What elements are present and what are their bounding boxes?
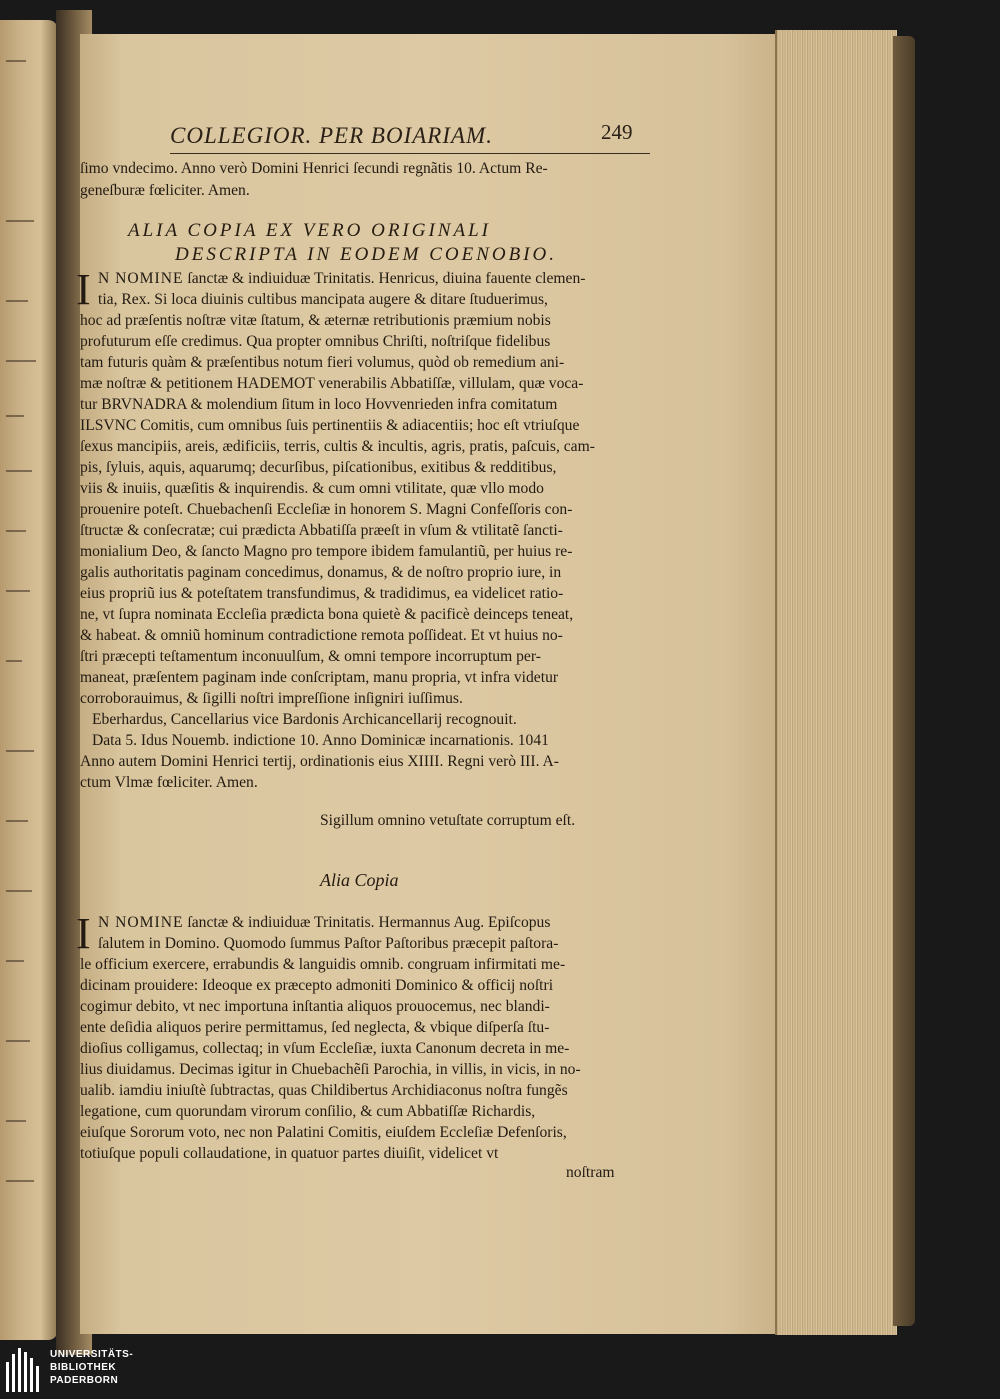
charter-1-line: monialium Deo, & ſancto Magno pro tempore ibidem famulantiũ, per huius re- xyxy=(80,543,573,560)
heading-1-line-1: ALIA COPIA EX VERO ORIGINALI xyxy=(128,220,491,241)
charter-2-first-line xyxy=(98,912,550,933)
charter-1-line: ſexus mancipiis, areis, ædificiis, terris, cultis & incultis, agris, pratis, paſcuis, cam- xyxy=(80,438,595,455)
book-cover-edge xyxy=(893,36,915,1326)
charter-2-first-line-rest: ſanctæ & indiuiduæ Trinitatis. Hermannus Aug. Epiſcopus xyxy=(183,914,551,931)
charter-2-line: cogimur debito, vt nec importuna inſtantia aliquos prouocemus, nec blandi- xyxy=(80,998,550,1015)
opening-line-1: ſimo vndecimo. Anno verò Domini Henrici ſecundi regnãtis 10. Actum Re- xyxy=(80,160,548,177)
charter-1-line: ne, vt ſupra nominata Eccleſia prædicta bona quietè & pacificè deinceps teneat, xyxy=(80,606,574,623)
charter-1-line: ſtri præcepti teſtamentum inconuulſum, & omni tempore incorruptum per- xyxy=(80,648,541,665)
charter-1-line: tur BRVNADRA & molendium ſitum in loco Hovvenrieden infra comitatum xyxy=(80,396,558,413)
charter-1-line: tam futuris quàm & præſentibus notum fieri volumus, quòd ob remedium ani- xyxy=(80,354,565,371)
charter-1-first-line-rest: ſanctæ & indiuiduæ Trinitatis. Henricus, diuina fauente clemen- xyxy=(183,270,586,287)
opening-line-2: geneſburæ fœliciter. Amen. xyxy=(80,182,250,199)
heading-2: Alia Copia xyxy=(320,870,399,890)
charter-1-line: prouenire poteſt. Chuebachenſi Eccleſiæ in honorem S. Magni Confeſſoris con- xyxy=(80,501,573,518)
charter-1-line: pis, ſyluis, aquis, aquarumq; decurſibus, piſcationibus, exitibus & redditibus, xyxy=(80,459,557,476)
logo-line-2: BIBLIOTHEK xyxy=(50,1362,117,1373)
charter-2-line: totiuſque populi collaudatione, in quatuor partes diuiſit, videlicet vt xyxy=(80,1145,499,1162)
charter-2-line: eiuſque Sororum voto, nec non Palatini Comitis, eiuſdem Eccleſiæ Defenſoris, xyxy=(80,1124,567,1141)
dropcap-1: I xyxy=(76,265,91,314)
charter-1-line: maneat, præſentem paginam inde conſcriptam, manu propria, vt infra videtur xyxy=(80,669,559,686)
charter-1-line: tia, Rex. Si loca diuinis cultibus mancipata augere & ditare ſtuduerimus, xyxy=(98,291,548,308)
charter-1-line: ctum Vlmæ fœliciter. Amen. xyxy=(80,774,258,791)
charter-1-line: viis & inuiis, quæſitis & inquirendis. & cum omni vtilitate, quæ vllo modo xyxy=(80,480,544,497)
charter-1-line: ILSVNC Comitis, cum omnibus ſuis pertinentiis & adiacentiis; hoc eſt vtriuſque xyxy=(80,417,580,434)
charter-2-line: lius diuidamus. Decimas igitur in Chuebachẽſi Parochia, in villis, in vicis, in no- xyxy=(80,1061,581,1078)
charter-1-line: mæ noſtræ & petitionem HADEMOT venerabilis Abbatiſſæ, villulam, quæ voca- xyxy=(80,375,584,392)
university-library-logo xyxy=(0,1340,140,1399)
charter-1-line: & habeat. & omniũ hominum contradictione remota poſſideat. Et vt huius no- xyxy=(80,627,563,644)
charter-1-recognition: Eberhardus, Cancellarius vice Bardonis Archicancellarij recognouit. xyxy=(92,711,517,728)
page-number: 249 xyxy=(601,120,633,144)
charter-1-line: profuturum eſſe credimus. Qua propter omnibus Chriſti, noſtriſque fidelibus xyxy=(80,333,551,350)
charter-2-line: dicinam prouidere: Ideoque ex præcepto admoniti Dominico & officij noſtri xyxy=(80,977,554,994)
catchword: noſtram xyxy=(566,1164,615,1181)
logo-bars-icon xyxy=(6,1348,40,1392)
charter-1-line: hoc ad præſentis noſtræ vitæ ſtatum, & æternæ retributionis præmium nobis xyxy=(80,312,551,329)
charter-1-line: Anno autem Domini Henrici tertij, ordinationis eius XIIII. Regni verò III. A- xyxy=(80,753,559,770)
left-page-edge xyxy=(0,20,58,1340)
charter-1-line: ſtructæ & conſecratæ; cui prædicta Abbatiſſa præeſt in vſum & vtilitatẽ ſancti- xyxy=(80,522,563,539)
charter-1-first-line xyxy=(98,268,585,289)
left-page-text-fragments xyxy=(6,60,54,1310)
seal-note: Sigillum omnino vetuſtate corruptum eſt. xyxy=(320,812,576,829)
charter-1-line: eius propriũ ius & poteſtatem transfundimus, & tradidimus, ea videlicet ratio- xyxy=(80,585,564,602)
dropcap-2: I xyxy=(76,909,91,958)
charter-1-dating: Data 5. Idus Nouemb. indictione 10. Anno Dominicæ incarnationis. 1041 xyxy=(92,732,549,749)
charter-1-line: corroborauimus, & ſigilli noſtri impreſſione inſigniri iuſſimus. xyxy=(80,690,463,707)
page-edges xyxy=(775,30,897,1335)
logo-text xyxy=(50,1348,133,1387)
logo-line-1: UNIVERSITÄTS- xyxy=(50,1349,134,1360)
charter-2-line: dioſius colligamus, collectaq; in vſum Eccleſiæ, iuxta Canonum decreta in me- xyxy=(80,1040,570,1057)
charter-2-line: ualib. iamdiu iniuſtè ſubtractas, quas Childibertus Archidiaconus noſtra fungẽs xyxy=(80,1082,568,1099)
charter-1-line: galis authoritatis paginam concedimus, donamus, & de noſtro proprio iure, in xyxy=(80,564,562,581)
charter-2-line: legatione, cum quorundam virorum conſilio, & cum Abbatiſſæ Richardis, xyxy=(80,1103,536,1120)
charter-1-incipit: N NOMINE xyxy=(98,270,184,287)
charter-2-line: ſalutem in Domino. Quomodo ſummus Paſtor Paſtoribus præcepit paſtora- xyxy=(98,935,559,952)
charter-2-incipit: N NOMINE xyxy=(98,914,184,931)
running-head: COLLEGIOR. PER BOIARIAM. xyxy=(170,122,650,154)
charter-2-line: ente deſidia aliquos perire permittamus, ſed neglecta, & vbique diſperſa ſtu- xyxy=(80,1019,550,1036)
heading-1-line-2: DESCRIPTA IN EODEM COENOBIO. xyxy=(175,244,557,265)
charter-2-line: le officium exercere, errabundis & languidis omnib. congruam infirmitati me- xyxy=(80,956,566,973)
logo-line-3: PADERBORN xyxy=(50,1375,119,1386)
